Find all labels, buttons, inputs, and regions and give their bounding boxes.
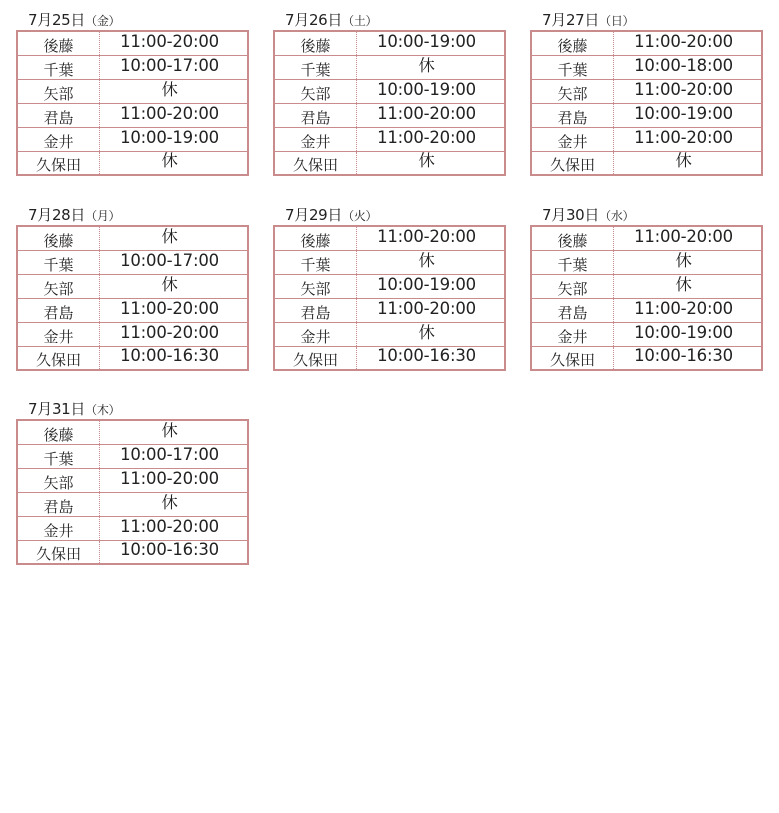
shift-row (18, 128, 247, 152)
shift-time: 休 (418, 56, 435, 75)
shift-row (18, 493, 247, 517)
shift-row (18, 299, 247, 323)
shift-time: 休 (675, 275, 692, 294)
shift-row (532, 323, 761, 347)
shift-time: 休 (418, 151, 435, 170)
shift-time: 11:00-20:00 (634, 227, 733, 246)
day-header (530, 205, 763, 225)
shift-row (275, 227, 504, 251)
shift-row (18, 323, 247, 347)
staff-name: 千葉 (532, 251, 614, 274)
shift-row (275, 347, 504, 369)
day-date: 7月28日 (28, 206, 86, 224)
day-weekday: （金） (85, 14, 121, 28)
day-block-0725 (16, 10, 249, 176)
staff-name: 久保田 (275, 152, 357, 174)
day-weekday: （日） (599, 14, 635, 28)
staff-name: 千葉 (18, 56, 100, 79)
shift-row (275, 80, 504, 104)
staff-name: 後藤 (18, 227, 100, 250)
shift-time: 10:00-19:00 (377, 80, 476, 99)
shift-time: 10:00-19:00 (377, 32, 476, 51)
shift-time: 10:00-16:30 (634, 346, 733, 365)
shift-row (532, 227, 761, 251)
shift-row (532, 299, 761, 323)
shift-time: 10:00-16:30 (120, 540, 219, 559)
staff-name: 後藤 (275, 227, 357, 250)
shift-row (532, 56, 761, 80)
staff-name: 久保田 (18, 541, 100, 563)
day-date: 7月30日 (542, 206, 600, 224)
shift-time: 11:00-20:00 (634, 32, 733, 51)
shift-row (532, 275, 761, 299)
staff-name: 久保田 (275, 347, 357, 369)
day-weekday: （月） (85, 209, 121, 223)
shift-time: 11:00-20:00 (120, 32, 219, 51)
staff-name: 金井 (18, 323, 100, 346)
shift-time: 10:00-17:00 (120, 251, 219, 270)
shift-row (532, 32, 761, 56)
shift-row (532, 347, 761, 369)
staff-name: 金井 (275, 323, 357, 346)
shift-time: 休 (675, 251, 692, 270)
day-block-0727 (530, 10, 763, 176)
staff-name: 後藤 (18, 32, 100, 55)
shift-time: 10:00-17:00 (120, 445, 219, 464)
shift-row (18, 80, 247, 104)
shift-time: 11:00-20:00 (120, 323, 219, 342)
staff-name: 金井 (18, 517, 100, 540)
day-block-0726 (273, 10, 506, 176)
staff-name: 矢部 (275, 275, 357, 298)
shift-row (275, 128, 504, 152)
staff-name: 金井 (275, 128, 357, 151)
staff-name: 千葉 (275, 56, 357, 79)
shift-row (18, 227, 247, 251)
staff-name: 千葉 (532, 56, 614, 79)
shift-time: 11:00-20:00 (377, 128, 476, 147)
shift-time: 休 (418, 251, 435, 270)
shift-time: 休 (161, 493, 178, 512)
staff-name: 千葉 (18, 251, 100, 274)
shift-time: 10:00-19:00 (377, 275, 476, 294)
day-block-0729 (273, 205, 506, 371)
shift-time: 10:00-16:30 (120, 346, 219, 365)
staff-name: 君島 (18, 493, 100, 516)
day-weekday: （木） (85, 403, 121, 417)
staff-name: 君島 (18, 104, 100, 127)
shift-time: 10:00-17:00 (120, 56, 219, 75)
shift-time: 休 (675, 151, 692, 170)
staff-name: 矢部 (18, 80, 100, 103)
shift-time: 休 (161, 80, 178, 99)
shift-row (532, 80, 761, 104)
day-header (16, 205, 249, 225)
day-header (273, 10, 506, 30)
staff-name: 君島 (18, 299, 100, 322)
shift-row (18, 32, 247, 56)
day-weekday: （土） (342, 14, 378, 28)
day-date: 7月31日 (28, 400, 86, 418)
shift-row (275, 104, 504, 128)
staff-name: 千葉 (275, 251, 357, 274)
staff-name: 君島 (532, 299, 614, 322)
shift-row (275, 275, 504, 299)
day-header (16, 10, 249, 30)
shift-row (275, 56, 504, 80)
shift-row (18, 152, 247, 174)
shift-time: 11:00-20:00 (634, 128, 733, 147)
shift-row (532, 104, 761, 128)
shift-time: 11:00-20:00 (634, 299, 733, 318)
day-header (273, 205, 506, 225)
shift-table (273, 30, 506, 176)
day-block-0728 (16, 205, 249, 371)
shift-row (18, 421, 247, 445)
shift-time: 10:00-19:00 (634, 323, 733, 342)
day-header (530, 10, 763, 30)
staff-name: 後藤 (532, 32, 614, 55)
shift-time: 休 (418, 323, 435, 342)
shift-time: 10:00-19:00 (634, 104, 733, 123)
staff-name: 久保田 (532, 347, 614, 369)
shift-time: 11:00-20:00 (120, 469, 219, 488)
shift-time: 11:00-20:00 (120, 104, 219, 123)
shift-table (16, 30, 249, 176)
shift-row (275, 299, 504, 323)
shift-time: 11:00-20:00 (377, 299, 476, 318)
shift-row (18, 445, 247, 469)
shift-row (18, 251, 247, 275)
day-weekday: （火） (342, 209, 378, 223)
shift-row (18, 347, 247, 369)
shift-time: 休 (161, 421, 178, 440)
staff-name: 君島 (275, 299, 357, 322)
shift-table (530, 225, 763, 371)
staff-name: 矢部 (532, 80, 614, 103)
shift-row (532, 128, 761, 152)
shift-time: 11:00-20:00 (120, 299, 219, 318)
shift-row (18, 275, 247, 299)
shift-row (275, 152, 504, 174)
shift-row (532, 251, 761, 275)
shift-table (16, 225, 249, 371)
staff-name: 矢部 (275, 80, 357, 103)
shift-time: 10:00-19:00 (120, 128, 219, 147)
day-date: 7月29日 (285, 206, 343, 224)
staff-name: 金井 (532, 323, 614, 346)
shift-time: 10:00-16:30 (377, 346, 476, 365)
shift-row (18, 469, 247, 493)
shift-row (275, 323, 504, 347)
shift-row (18, 104, 247, 128)
day-date: 7月26日 (285, 11, 343, 29)
shift-time: 11:00-20:00 (120, 517, 219, 536)
shift-row (532, 152, 761, 174)
staff-name: 久保田 (18, 152, 100, 174)
shift-table (273, 225, 506, 371)
staff-name: 久保田 (532, 152, 614, 174)
staff-name: 後藤 (18, 421, 100, 444)
shift-table (530, 30, 763, 176)
shift-row (18, 56, 247, 80)
shift-time: 休 (161, 151, 178, 170)
staff-name: 君島 (532, 104, 614, 127)
staff-name: 矢部 (532, 275, 614, 298)
shift-time: 10:00-18:00 (634, 56, 733, 75)
shift-time: 休 (161, 227, 178, 246)
shift-time: 11:00-20:00 (377, 227, 476, 246)
staff-name: 矢部 (18, 275, 100, 298)
shift-time: 11:00-20:00 (377, 104, 476, 123)
staff-name: 久保田 (18, 347, 100, 369)
day-date: 7月25日 (28, 11, 86, 29)
staff-name: 君島 (275, 104, 357, 127)
shift-row (18, 517, 247, 541)
day-header (16, 399, 249, 419)
day-weekday: （水） (599, 209, 635, 223)
staff-name: 後藤 (275, 32, 357, 55)
shift-row (18, 541, 247, 563)
staff-name: 矢部 (18, 469, 100, 492)
shift-table (16, 419, 249, 565)
shift-row (275, 251, 504, 275)
shift-time: 11:00-20:00 (634, 80, 733, 99)
staff-name: 後藤 (532, 227, 614, 250)
staff-name: 千葉 (18, 445, 100, 468)
shift-time: 休 (161, 275, 178, 294)
day-block-0731 (16, 399, 249, 565)
day-date: 7月27日 (542, 11, 600, 29)
staff-name: 金井 (532, 128, 614, 151)
staff-name: 金井 (18, 128, 100, 151)
day-block-0730 (530, 205, 763, 371)
shift-row (275, 32, 504, 56)
